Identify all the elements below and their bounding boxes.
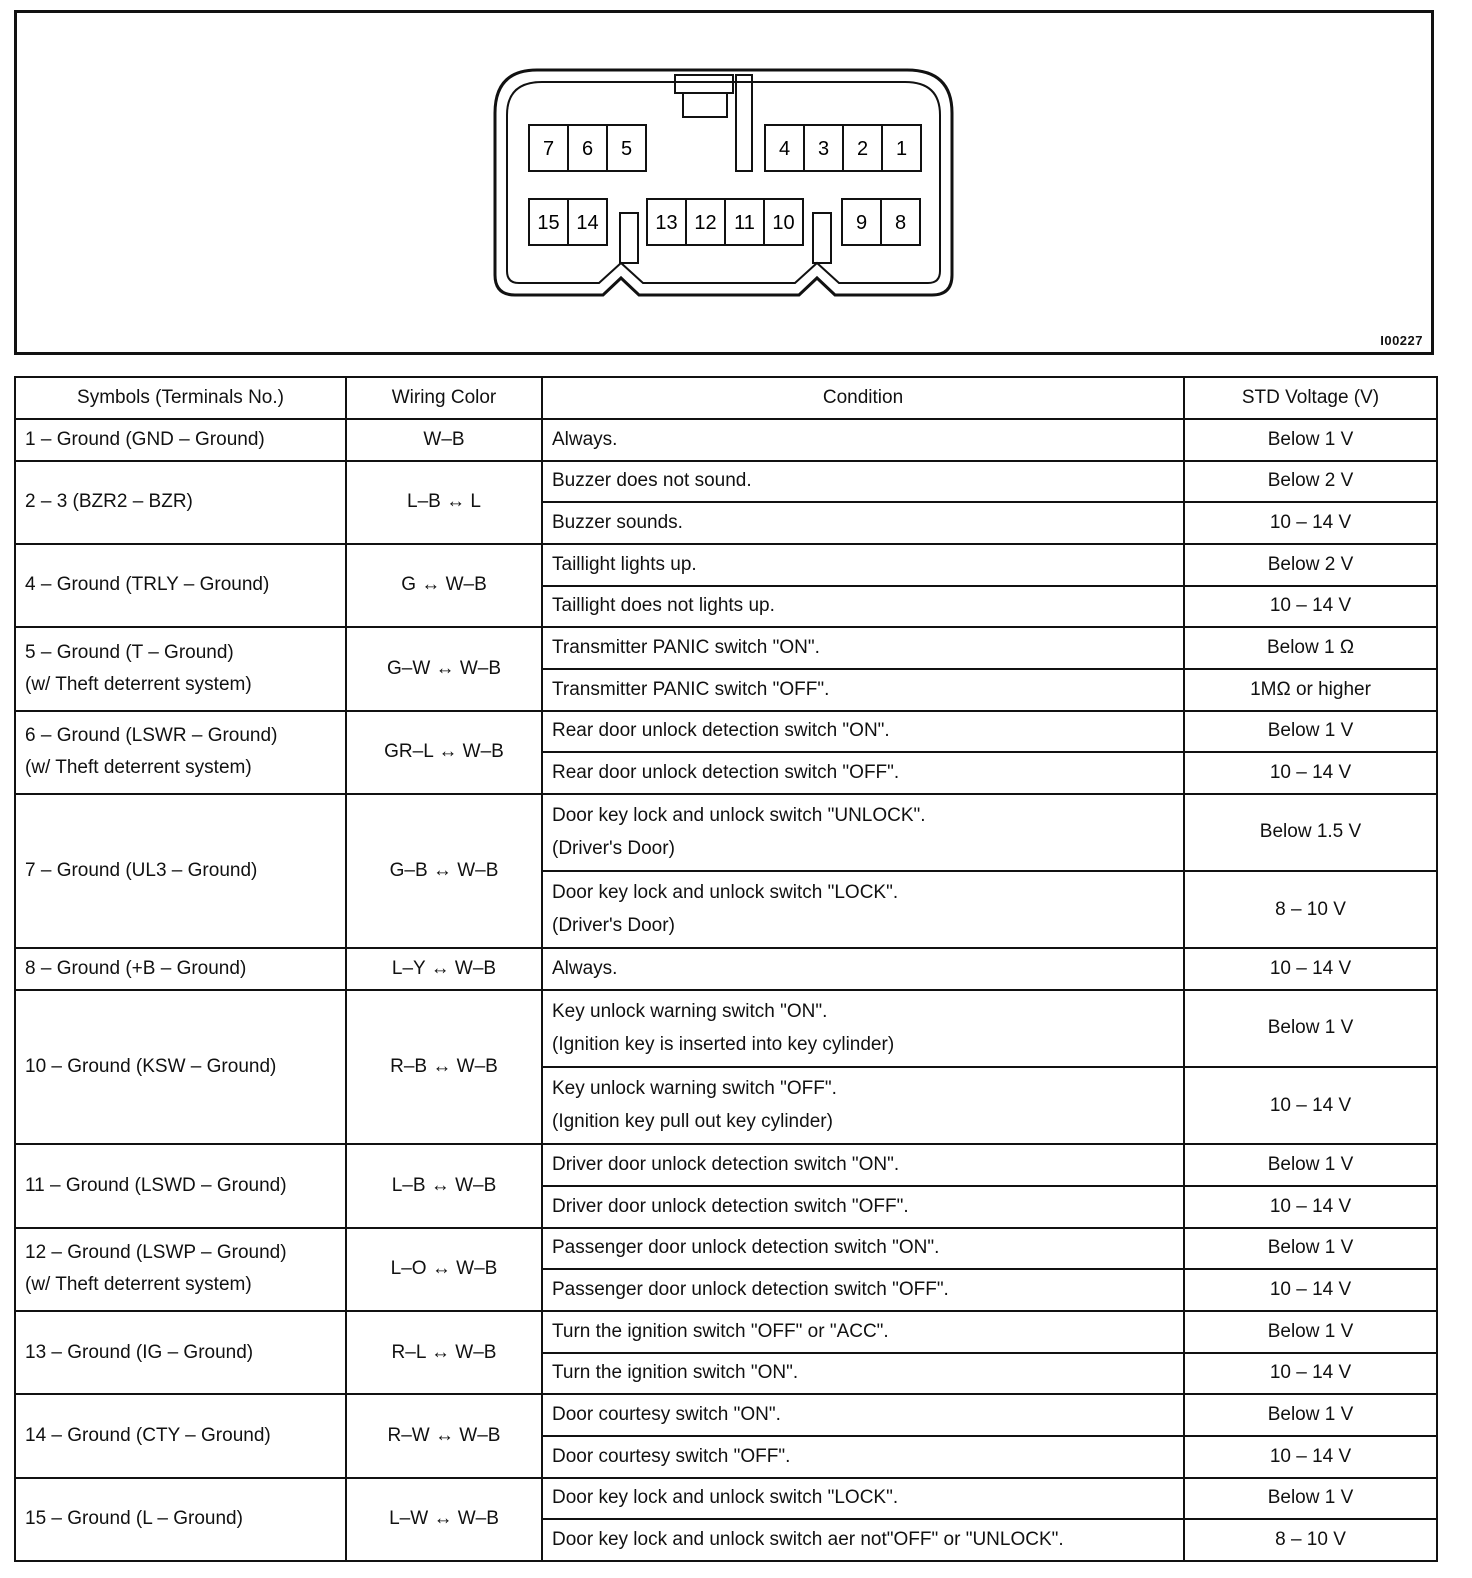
header-condition: Condition <box>542 377 1184 419</box>
table-row <box>15 794 1437 871</box>
terminal-symbol: 8 – Ground (+B – Ground) <box>25 957 247 979</box>
terminal-symbol: 15 – Ground (L – Ground) <box>25 1508 243 1530</box>
connector-pin-label: 9 <box>855 212 868 234</box>
terminal-symbol: 4 – Ground (TRLY – Ground) <box>25 574 270 596</box>
table-row <box>15 1228 1437 1270</box>
terminal-symbol-cell <box>15 711 346 794</box>
condition-text: Rear door unlock detection switch "ON". <box>552 720 890 742</box>
std-voltage-cell: Below 1.5 V <box>1184 794 1437 871</box>
condition-text: Door key lock and unlock switch "UNLOCK". <box>552 805 926 827</box>
wiring-color-cell: R–W ↔ W–B <box>346 1394 542 1477</box>
std-voltage-cell: Below 1 V <box>1184 1228 1437 1270</box>
std-voltage-cell: Below 1 V <box>1184 1144 1437 1186</box>
table-row <box>15 627 1437 669</box>
header-symbols: Symbols (Terminals No.) <box>15 377 346 419</box>
terminal-symbol-cell <box>15 1144 346 1227</box>
condition-cell <box>542 948 1184 990</box>
std-voltage-cell: Below 2 V <box>1184 461 1437 503</box>
table-header-row <box>15 377 1437 419</box>
terminal-symbol-cell <box>15 1228 346 1311</box>
connector-pin-label: 5 <box>620 138 633 160</box>
terminal-symbol: 10 – Ground (KSW – Ground) <box>25 1056 277 1078</box>
center-divider <box>736 75 752 171</box>
condition-note: (Driver's Door) <box>552 914 675 936</box>
connector-diagram <box>17 13 1431 352</box>
figure-id-label: I00227 <box>1380 333 1423 348</box>
condition-text: Turn the ignition switch "OFF" or "ACC". <box>552 1320 889 1342</box>
wiring-color-cell: W–B <box>346 419 542 461</box>
connector-pin-label: 15 <box>537 212 560 234</box>
std-voltage-cell: 8 – 10 V <box>1184 871 1437 948</box>
terminal-symbol-cell <box>15 990 346 1144</box>
std-voltage-cell: Below 1 V <box>1184 1311 1437 1353</box>
condition-cell <box>542 1353 1184 1395</box>
std-voltage-cell: 8 – 10 V <box>1184 1519 1437 1561</box>
terminal-symbol-cell <box>15 1311 346 1394</box>
wiring-color-cell: L–O ↔ W–B <box>346 1228 542 1311</box>
terminal-note: (w/ Theft deterrent system) <box>25 757 252 779</box>
housing-outline <box>495 70 952 295</box>
connector-pin-label: 2 <box>856 138 869 160</box>
condition-text: Door courtesy switch "OFF". <box>552 1445 791 1467</box>
condition-cell <box>542 1067 1184 1144</box>
connector-pin-label: 3 <box>817 138 830 160</box>
wiring-color-cell: GR–L ↔ W–B <box>346 711 542 794</box>
condition-text: Door key lock and unlock switch "LOCK". <box>552 1487 899 1509</box>
terminal-symbol-cell <box>15 1478 346 1561</box>
condition-text: Door key lock and unlock switch "LOCK". <box>552 882 899 904</box>
condition-text: Door key lock and unlock switch aer not"OFF" or "UNLOCK". <box>552 1528 1064 1550</box>
connector-pin-label: 13 <box>655 212 678 234</box>
terminal-symbol-cell <box>15 627 346 710</box>
condition-cell <box>542 1269 1184 1311</box>
condition-text: Rear door unlock detection switch "OFF". <box>552 761 900 783</box>
wiring-color-cell: L–B ↔ L <box>346 461 542 544</box>
condition-text: Passenger door unlock detection switch "OFF". <box>552 1279 949 1301</box>
terminal-symbol-cell <box>15 948 346 990</box>
std-voltage-cell: 10 – 14 V <box>1184 502 1437 544</box>
wiring-color-cell: G–W ↔ W–B <box>346 627 542 710</box>
condition-cell <box>542 1436 1184 1478</box>
std-voltage-cell: Below 1 V <box>1184 1478 1437 1520</box>
table-row <box>15 1394 1437 1436</box>
wiring-color-cell: L–B ↔ W–B <box>346 1144 542 1227</box>
condition-text: Driver door unlock detection switch "OFF". <box>552 1195 909 1217</box>
condition-text: Transmitter PANIC switch "OFF". <box>552 678 830 700</box>
terminal-symbol: 7 – Ground (UL3 – Ground) <box>25 859 258 881</box>
lock-tab-outer <box>675 75 733 93</box>
condition-cell <box>542 461 1184 503</box>
connector-pin-label: 10 <box>772 212 795 234</box>
condition-note: (Ignition key is inserted into key cylinder) <box>552 1033 895 1055</box>
condition-cell <box>542 544 1184 586</box>
terminal-symbol: 12 – Ground (LSWP – Ground) <box>25 1242 287 1264</box>
condition-cell <box>542 752 1184 794</box>
condition-cell <box>542 794 1184 871</box>
connector-pin-label: 12 <box>694 212 717 234</box>
wiring-color-cell: G–B ↔ W–B <box>346 794 542 948</box>
terminal-symbol-cell <box>15 419 346 461</box>
connector-pin-label: 4 <box>778 138 791 160</box>
condition-cell <box>542 711 1184 753</box>
terminal-symbol: 13 – Ground (IG – Ground) <box>25 1341 254 1363</box>
table-row <box>15 1478 1437 1520</box>
housing-inner <box>507 82 940 283</box>
key-left <box>620 213 638 263</box>
std-voltage-cell: 1MΩ or higher <box>1184 669 1437 711</box>
std-voltage-cell: Below 1 V <box>1184 419 1437 461</box>
condition-cell <box>542 627 1184 669</box>
condition-text: Transmitter PANIC switch "ON". <box>552 636 820 658</box>
header-std-voltage: STD Voltage (V) <box>1184 377 1437 419</box>
wiring-color-cell: R–L ↔ W–B <box>346 1311 542 1394</box>
std-voltage-cell: Below 2 V <box>1184 544 1437 586</box>
condition-cell <box>542 1394 1184 1436</box>
std-voltage-cell: 10 – 14 V <box>1184 586 1437 628</box>
condition-text: Door courtesy switch "ON". <box>552 1403 781 1425</box>
std-voltage-cell: Below 1 V <box>1184 990 1437 1067</box>
terminal-symbol-cell <box>15 794 346 948</box>
table-row <box>15 1144 1437 1186</box>
table-row <box>15 948 1437 990</box>
std-voltage-cell: 10 – 14 V <box>1184 948 1437 990</box>
header-wiring-color: Wiring Color <box>346 377 542 419</box>
terminal-note: (w/ Theft deterrent system) <box>25 673 252 695</box>
terminal-symbol: 5 – Ground (T – Ground) <box>25 641 234 663</box>
table-row <box>15 544 1437 586</box>
terminal-symbol: 14 – Ground (CTY – Ground) <box>25 1424 271 1446</box>
terminal-symbol-cell <box>15 544 346 627</box>
std-voltage-cell: 10 – 14 V <box>1184 1186 1437 1228</box>
condition-text: Always. <box>552 428 618 450</box>
wiring-color-cell: G ↔ W–B <box>346 544 542 627</box>
condition-text: Taillight lights up. <box>552 553 697 575</box>
condition-text: Always. <box>552 957 618 979</box>
table-row <box>15 711 1437 753</box>
condition-cell <box>542 1519 1184 1561</box>
condition-text: Turn the ignition switch "ON". <box>552 1362 799 1384</box>
std-voltage-cell: 10 – 14 V <box>1184 1353 1437 1395</box>
condition-note: (Driver's Door) <box>552 837 675 859</box>
connector-pin-label: 6 <box>581 138 594 160</box>
std-voltage-cell: 10 – 14 V <box>1184 1436 1437 1478</box>
condition-cell <box>542 1311 1184 1353</box>
table-row <box>15 461 1437 503</box>
terminal-symbol: 6 – Ground (LSWR – Ground) <box>25 724 278 746</box>
connector-pin-label: 14 <box>576 212 599 234</box>
terminal-voltage-table <box>14 376 1438 1562</box>
condition-cell <box>542 1478 1184 1520</box>
connector-pin-label: 11 <box>734 212 755 234</box>
std-voltage-cell: Below 1 Ω <box>1184 627 1437 669</box>
condition-text: Buzzer does not sound. <box>552 470 752 492</box>
connector-figure <box>14 10 1434 355</box>
std-voltage-cell: 10 – 14 V <box>1184 752 1437 794</box>
condition-cell <box>542 990 1184 1067</box>
condition-cell <box>542 1186 1184 1228</box>
condition-cell <box>542 669 1184 711</box>
condition-text: Driver door unlock detection switch "ON". <box>552 1154 900 1176</box>
connector-pin-label: 7 <box>542 138 555 160</box>
wiring-color-cell: L–Y ↔ W–B <box>346 948 542 990</box>
condition-cell <box>542 1144 1184 1186</box>
std-voltage-cell: 10 – 14 V <box>1184 1269 1437 1311</box>
wiring-color-cell: L–W ↔ W–B <box>346 1478 542 1561</box>
condition-note: (Ignition key pull out key cylinder) <box>552 1110 833 1132</box>
terminal-symbol: 1 – Ground (GND – Ground) <box>25 428 265 450</box>
condition-cell <box>542 871 1184 948</box>
condition-text: Key unlock warning switch "ON". <box>552 1001 828 1023</box>
table-row <box>15 1311 1437 1353</box>
condition-text: Passenger door unlock detection switch "ON". <box>552 1237 940 1259</box>
terminal-symbol: 2 – 3 (BZR2 – BZR) <box>25 491 193 513</box>
std-voltage-cell: Below 1 V <box>1184 1394 1437 1436</box>
terminal-note: (w/ Theft deterrent system) <box>25 1274 252 1296</box>
terminal-symbol-cell <box>15 1394 346 1477</box>
std-voltage-cell: Below 1 V <box>1184 711 1437 753</box>
connector-pin-label: 1 <box>895 138 908 160</box>
terminal-symbol-cell <box>15 461 346 544</box>
condition-cell <box>542 586 1184 628</box>
table-row <box>15 419 1437 461</box>
key-right <box>813 213 831 263</box>
condition-cell <box>542 419 1184 461</box>
condition-cell <box>542 502 1184 544</box>
lock-tab-inner <box>683 93 727 117</box>
condition-cell <box>542 1228 1184 1270</box>
table-row <box>15 990 1437 1067</box>
terminal-symbol: 11 – Ground (LSWD – Ground) <box>25 1174 287 1196</box>
connector-pin-label: 8 <box>894 212 907 234</box>
condition-text: Taillight does not lights up. <box>552 595 775 617</box>
wiring-color-cell: R–B ↔ W–B <box>346 990 542 1144</box>
condition-text: Key unlock warning switch "OFF". <box>552 1078 837 1100</box>
std-voltage-cell: 10 – 14 V <box>1184 1067 1437 1144</box>
condition-text: Buzzer sounds. <box>552 511 683 533</box>
